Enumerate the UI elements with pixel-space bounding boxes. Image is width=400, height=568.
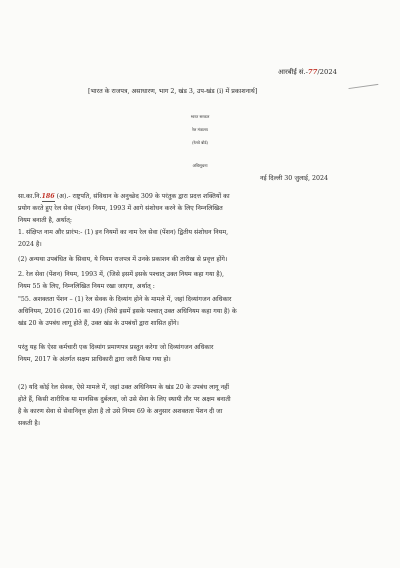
ref-year: /2024 <box>317 68 337 76</box>
gsr-label: सा.का.नि. <box>18 193 42 200</box>
gsr-line <box>18 193 230 202</box>
body-line-8: नियम 55 के लिए, निम्नलिखित नियम रखा जाएगा, अर्थात् : <box>18 283 155 290</box>
body-line-14: (2) यदि कोई रेल सेवक, ऐसे मामले में, जहां उक्त अधिनियम के खंड 20 के उपबंध लागू नहीं <box>18 384 230 391</box>
gsr-text: (अ).- राष्ट्रपति, संविधान के अनुच्छेद 309 के परंतुक द्वारा प्रदत्त शक्तियों का <box>56 193 230 200</box>
body-line-9: "55. अशक्तता पेंशन – (1) रेल सेवक के दिव्यांग होने के मामले में, जहां दिव्यांगजन अधिकार <box>18 296 232 303</box>
ref-prefix: आरबीई सं.- <box>278 68 308 76</box>
handwritten-stroke <box>348 78 379 89</box>
issuer-line-3: (रेलवे बोर्ड) <box>192 140 208 145</box>
gazette-note: [भारत के राजपत्र, असाधारण, भाग 2, खंड 3, उप-खंड (i) में प्रकाशनार्थ] <box>88 88 258 95</box>
body-line-17: सकती है। <box>18 420 41 427</box>
issuer-line-1: भारत सरकार <box>190 114 210 119</box>
body-line-13: नियम, 2017 के अंतर्गत सक्षम प्राधिकारी द्वारा जारी किया गया हो। <box>18 356 171 363</box>
body-line-2: प्रयोग करते हुए रेल सेवा (पेंशन) नियम, 1993 में आगे संशोधन करने के लिए निम्नलिखित <box>18 205 223 212</box>
gsr-number-handwritten: 186 <box>41 193 55 200</box>
body-line-10: अधिनियम, 2016 (2016 का 49) (जिसे इसमें इसके पश्चात् उक्त अधिनियम कहा गया है) के <box>18 308 237 315</box>
ref-number-handwritten: 77 <box>307 68 318 76</box>
body-line-5: 2024 है। <box>18 241 42 248</box>
body-line-15: होते हैं, किसी शारीरिक या मानसिक दुर्बलता, जो उसे सेवा के लिए स्थायी तौर पर अक्षम बनाती <box>18 396 231 403</box>
body-line-12: परंतु यह कि ऐसा कर्मचारी एक दिव्यांग प्रमाणपत्र प्रस्तुत करेगा जो दिव्यांगजन अधिकार <box>18 344 214 351</box>
body-line-11: खंड 20 के उपबंध लागू होते हैं, उक्त खंड के उपबंधों द्वारा शासित होंगे। <box>18 320 179 327</box>
body-line-4: 1. संक्षिप्त नाम और प्रारंभ:- (1) इन नियमों का नाम रेल सेवा (पेंशन) द्वितीय संशोधन नियम, <box>18 229 229 236</box>
notification-title: अधिसूचना <box>192 163 208 168</box>
body-line-7: 2. रेल सेवा (पेंशन) नियम, 1993 में, (जिसे इसमें इसके पश्चात् उक्त नियम कहा गया है), <box>18 271 225 278</box>
body-line-6: (2) अन्यथा उपबंधित के सिवाय, ये नियम राजपत्र में उनके प्रकाशन की तारीख से प्रवृत्त होंगे। <box>18 256 228 263</box>
date-line: नई दिल्ली 30 जुलाई, 2024 <box>260 175 329 182</box>
issuer-line-2: रेल मंत्रालय <box>192 127 208 132</box>
body-line-16: है के कारण सेवा से सेवानिवृत्त होता है तो उसे नियम 69 के अनुसार अशक्तता पेंशन दी जा <box>18 408 223 415</box>
reference-number <box>278 68 337 76</box>
body-line-3: नियम बनाती है, अर्थात्: <box>18 217 73 224</box>
